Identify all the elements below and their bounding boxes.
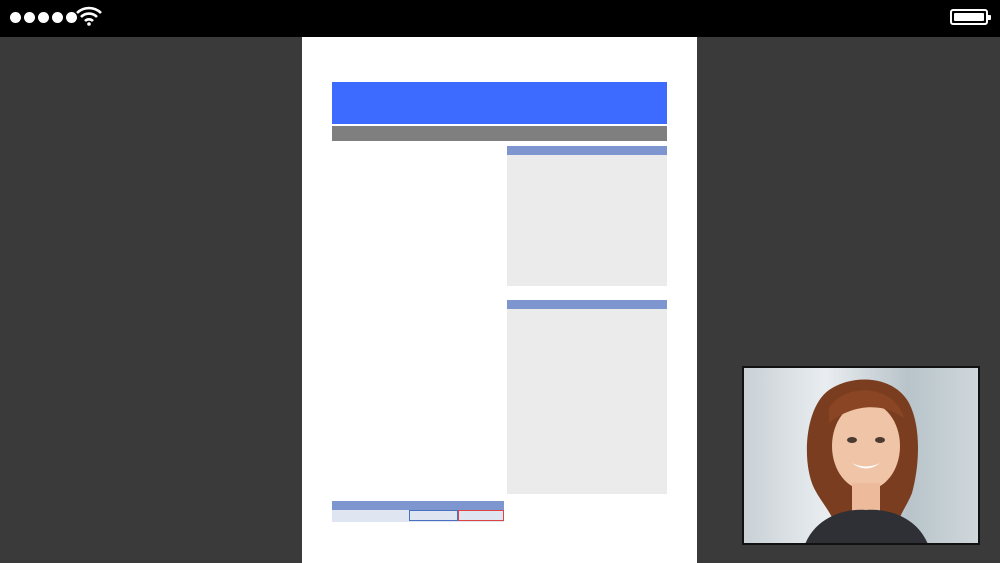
grand-total-estimated	[409, 510, 458, 521]
document-title	[332, 82, 667, 124]
caller-portrait	[744, 368, 980, 545]
pie-chart-title	[507, 146, 667, 155]
battery-icon	[950, 9, 988, 25]
facetime-self-view[interactable]	[742, 366, 980, 545]
grand-total-actual	[458, 510, 504, 521]
grand-total-row	[332, 510, 504, 522]
grand-total-header	[332, 501, 504, 510]
bar-chart-title	[507, 300, 667, 309]
pie-chart-panel	[507, 146, 667, 286]
grand-total-table	[332, 501, 504, 522]
cellular-signal-icon	[10, 12, 77, 23]
bar-chart	[507, 310, 667, 485]
bar-chart-panel	[507, 300, 667, 494]
wifi-icon	[76, 6, 102, 26]
status-bar	[0, 0, 1000, 37]
pie-chart	[507, 158, 667, 258]
document-subtitle	[332, 126, 667, 141]
